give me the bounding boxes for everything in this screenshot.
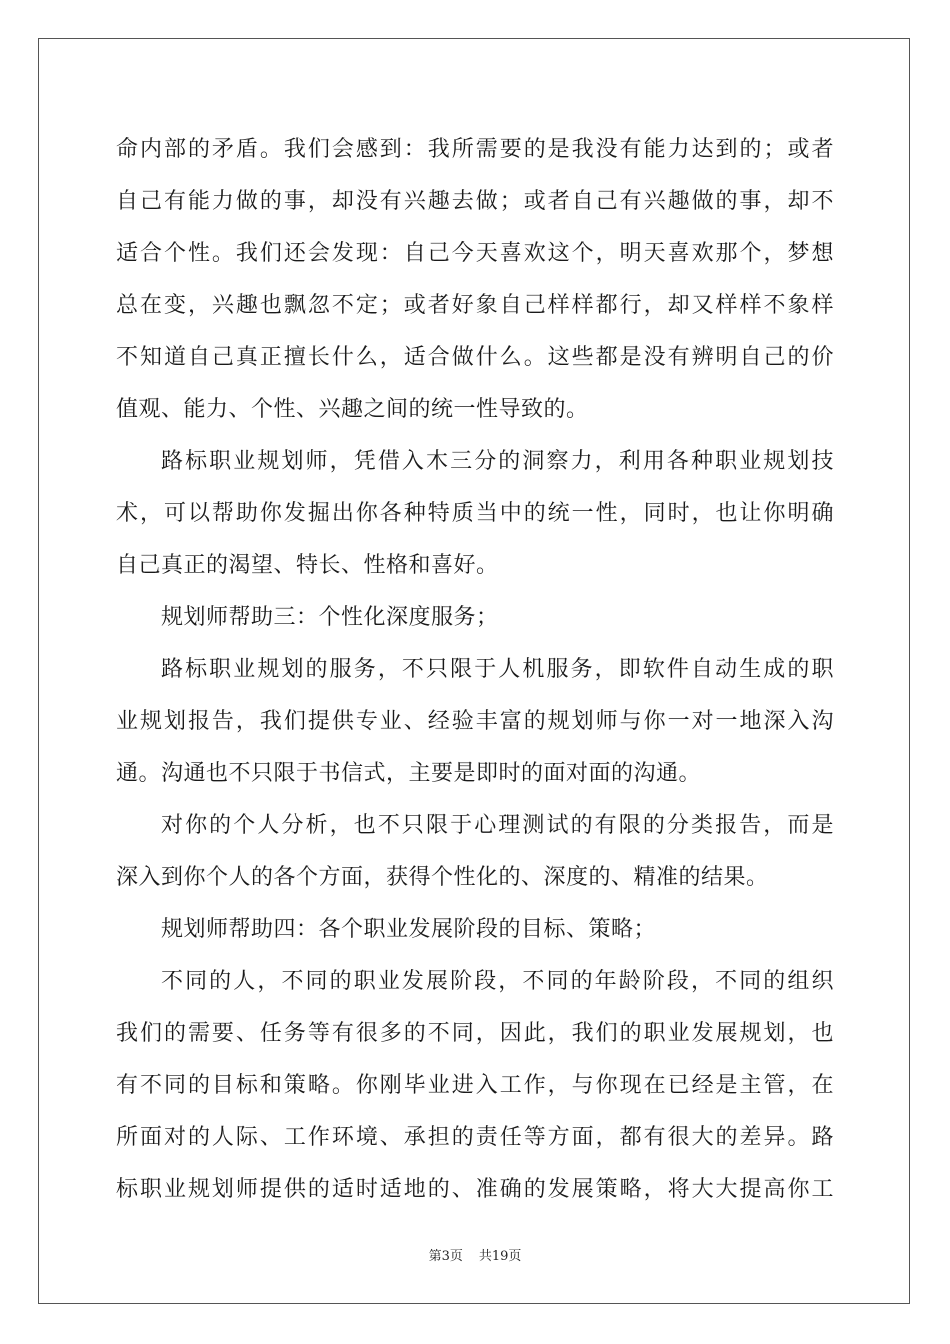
- paragraph-line: 所面对的人际、工作环境、承担的责任等方面，都有很大的差异。路: [116, 1125, 834, 1150]
- paragraph-line: 有不同的目标和策略。你刚毕业进入工作，与你现在已经是主管，在: [116, 1073, 834, 1098]
- paragraph-line: 适合个性。我们还会发现：自己今天喜欢这个，明天喜欢那个，梦想: [116, 241, 834, 266]
- paragraph-line: 通。沟通也不只限于书信式，主要是即时的面对面的沟通。: [116, 761, 702, 786]
- document-body: [116, 124, 834, 1216]
- paragraph-line: 不知道自己真正擅长什么，适合做什么。这些都是没有辨明自己的价: [116, 345, 834, 370]
- paragraph-line: 值观、能力、个性、兴趣之间的统一性导致的。: [116, 397, 589, 422]
- paragraph-line: 规划师帮助四：各个职业发展阶段的目标、策略；: [161, 917, 657, 942]
- paragraph-line: 对你的个人分析，也不只限于心理测试的有限的分类报告，而是: [161, 813, 834, 838]
- paragraph-line: 规划师帮助三：个性化深度服务；: [161, 605, 499, 630]
- page-total: 共19页: [478, 1249, 522, 1264]
- paragraph-line: 总在变，兴趣也飘忽不定；或者好象自己样样都行，却又样样不象样: [116, 293, 834, 318]
- paragraph-line: 深入到你个人的各个方面，获得个性化的、深度的、精准的结果。: [116, 865, 769, 890]
- paragraph-line: 业规划报告，我们提供专业、经验丰富的规划师与你一对一地深入沟: [116, 709, 834, 734]
- paragraph-line: 不同的人，不同的职业发展阶段，不同的年龄阶段，不同的组织: [161, 969, 834, 994]
- paragraph-line: 路标职业规划的服务，不只限于人机服务，即软件自动生成的职: [161, 657, 834, 682]
- page-number: 第3页: [428, 1249, 463, 1264]
- paragraph-line: 自己有能力做的事，却没有兴趣去做；或者自己有兴趣做的事，却不: [116, 189, 834, 214]
- paragraph-line: 路标职业规划师，凭借入木三分的洞察力，利用各种职业规划技: [161, 449, 834, 474]
- paragraph-line: 自己真正的渴望、特长、性格和喜好。: [116, 553, 499, 578]
- page-footer: [0, 1245, 950, 1264]
- paragraph-line: 我们的需要、任务等有很多的不同，因此，我们的职业发展规划，也: [116, 1021, 834, 1046]
- paragraph-line: 标职业规划师提供的适时适地的、准确的发展策略，将大大提高你工: [116, 1177, 834, 1202]
- paragraph-line: 命内部的矛盾。我们会感到：我所需要的是我没有能力达到的；或者: [116, 137, 834, 162]
- paragraph-line: 术，可以帮助你发掘出你各种特质当中的统一性，同时，也让你明确: [116, 501, 834, 526]
